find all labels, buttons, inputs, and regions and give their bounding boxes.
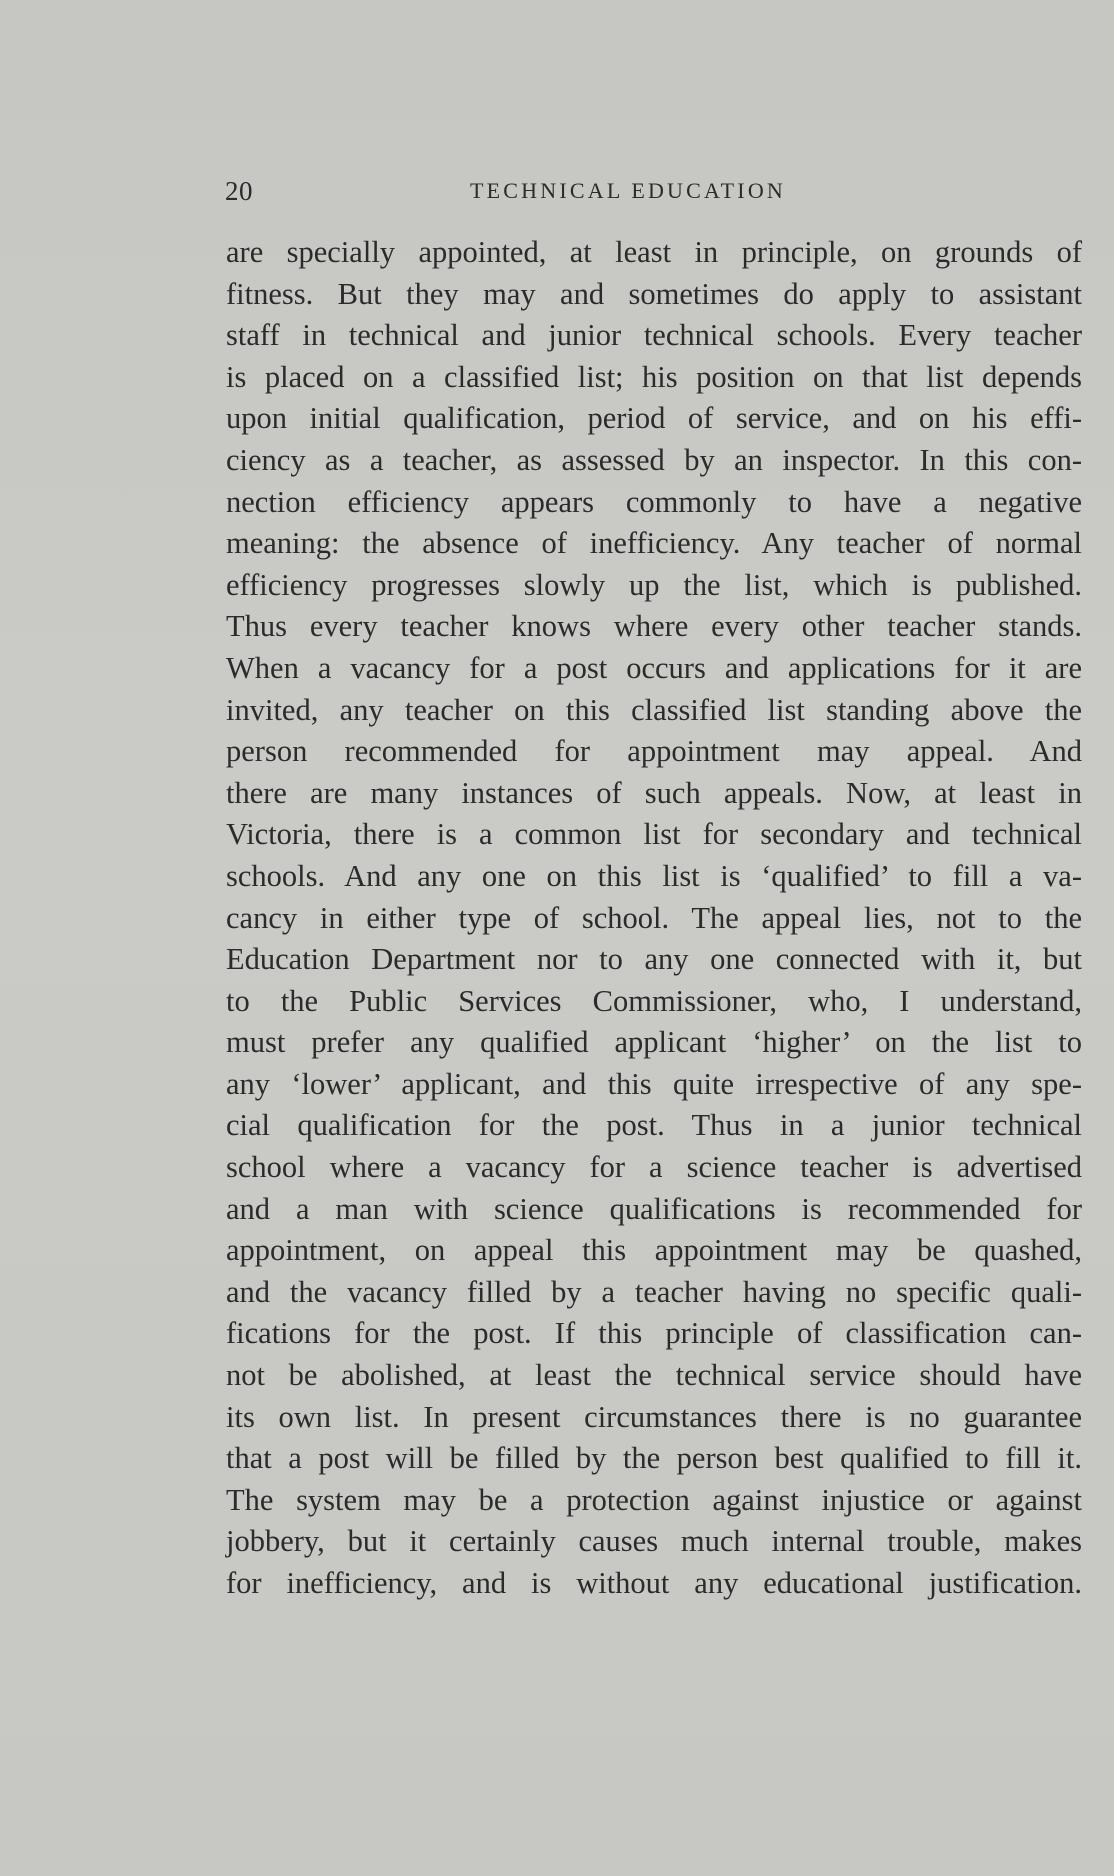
text-line: is placed on a classified list; his position on that list depends bbox=[226, 359, 1082, 394]
text-line: appointment, on appeal this appointment may be quashed, bbox=[226, 1233, 1082, 1268]
text-line: not be abolished, at least the technical service should have bbox=[226, 1358, 1082, 1393]
text-line: When a vacancy for a post occurs and applications for it are bbox=[226, 650, 1082, 685]
text-line: person recommended for appointment may appeal. And bbox=[226, 734, 1082, 769]
text-line: that a post will be filled by the person best qualified to fill it. bbox=[226, 1441, 1082, 1476]
page-number: 20 bbox=[225, 176, 253, 206]
text-line: are specially appointed, at least in principle, on grounds of bbox=[226, 235, 1082, 269]
text-line: fications for the post. If this principle of classification can- bbox=[226, 1316, 1082, 1351]
text-line: there are many instances of such appeals. Now, at least in bbox=[226, 775, 1082, 810]
running-head bbox=[225, 176, 1082, 208]
text-line: must prefer any qualified applicant ‘higher’ on the list to bbox=[226, 1025, 1082, 1060]
text-line: to the Public Services Commissioner, who, I understand, bbox=[226, 983, 1082, 1018]
text-line: schools. And any one on this list is ‘qualified’ to fill a va- bbox=[226, 858, 1082, 893]
text-line: Education Department nor to any one connected with it, but bbox=[226, 942, 1082, 977]
text-line: for inefficiency, and is without any educational justification. bbox=[226, 1566, 1082, 1600]
text-line: cial qualification for the post. Thus in a junior technical bbox=[226, 1108, 1082, 1143]
text-line: school where a vacancy for a science teacher is advertised bbox=[226, 1150, 1082, 1185]
text-line: upon initial qualification, period of service, and on his effi- bbox=[226, 401, 1082, 436]
text-line: meaning: the absence of inefficiency. Any teacher of normal bbox=[226, 526, 1082, 561]
text-line: and the vacancy filled by a teacher having no specific quali- bbox=[226, 1274, 1082, 1309]
text-line: efficiency progresses slowly up the list, which is published. bbox=[226, 567, 1082, 602]
text-line: cancy in either type of school. The appeal lies, not to the bbox=[226, 900, 1082, 935]
text-line: its own list. In present circumstances there is no guarantee bbox=[226, 1399, 1082, 1434]
text-line: fitness. But they may and sometimes do apply to assistant bbox=[226, 276, 1082, 311]
running-title: TECHNICAL EDUCATION bbox=[470, 178, 787, 203]
text-line: The system may be a protection against injustice or against bbox=[226, 1482, 1082, 1517]
text-line: nection efficiency appears commonly to have a negative bbox=[226, 484, 1082, 519]
text-line: Victoria, there is a common list for secondary and technical bbox=[226, 817, 1082, 852]
text-line: any ‘lower’ applicant, and this quite irrespective of any spe- bbox=[226, 1066, 1082, 1101]
text-line: staff in technical and junior technical schools. Every teacher bbox=[226, 318, 1082, 353]
text-line: invited, any teacher on this classified list standing above the bbox=[226, 692, 1082, 727]
body-text bbox=[226, 232, 1082, 1605]
text-line: and a man with science qualifications is recommended for bbox=[226, 1191, 1082, 1226]
text-line: ciency as a teacher, as assessed by an inspector. In this con- bbox=[226, 442, 1082, 477]
text-line: jobbery, but it certainly causes much internal trouble, makes bbox=[226, 1524, 1082, 1559]
text-line: Thus every teacher knows where every other teacher stands. bbox=[226, 609, 1082, 644]
